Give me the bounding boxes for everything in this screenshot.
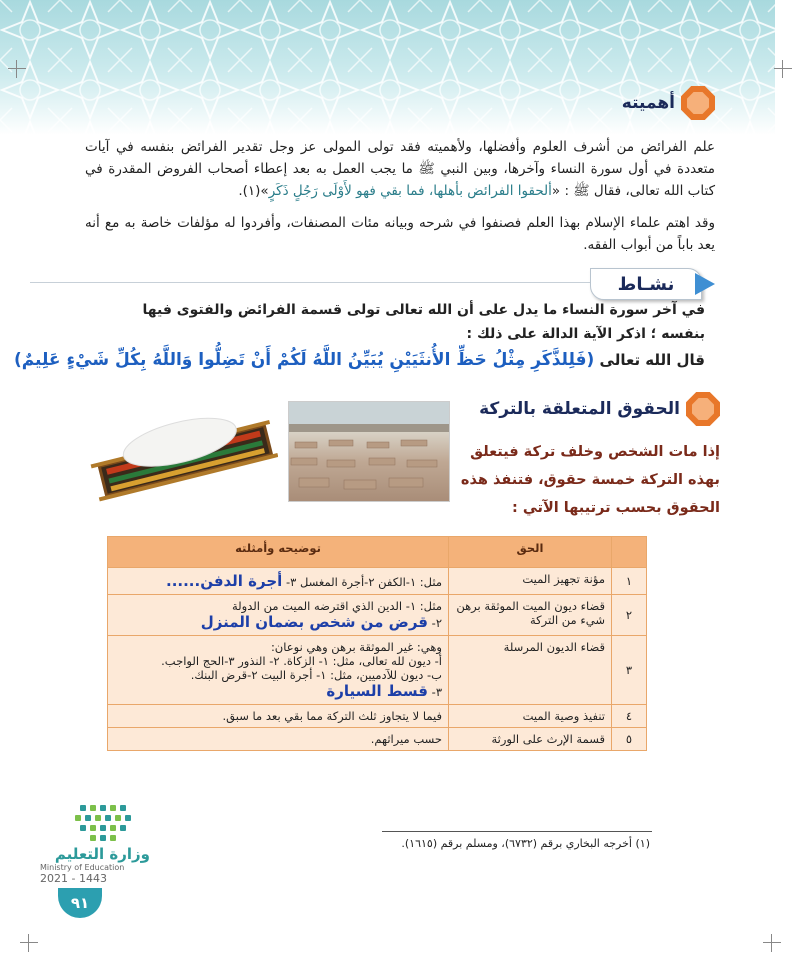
footnote-divider bbox=[382, 831, 652, 832]
importance-paragraph-1: علم الفرائض من أشرف العلوم وأفضلها، ولأهميته فقد تولى المولى عز وجل تقدير الفرائض بنفسه في آيات متعددة في أول سورة النساء وآخرها، وبين النبي ﷺ ما يجب العمل به بعد إعطاء أصحاب الفروض المقدرة في كتاب الله تعالى، فقال ﷺ : «ألحقوا الفرائض بأهلها، فما بقي فهو لأَوْلَى رَجُلٍ ذَكَرٍ»(١). bbox=[85, 139, 715, 199]
verse-intro: قال الله تعالى bbox=[599, 351, 705, 369]
row-number: ٤ bbox=[612, 705, 647, 728]
header-num bbox=[612, 537, 647, 568]
quran-verse[interactable]: (فَلِلذَّكَرِ مِثْلُ حَظِّ الأُنثَيَيْنِ يُبَيِّنُ اللَّهُ لَكُمْ أَنْ تَضِلُّوا وَاللَّهُ بِكُلِّ شَيْءٍ عَلِيمٌ) bbox=[13, 350, 595, 370]
activity-tab bbox=[590, 268, 702, 300]
row-explain: فيما لا يتجاوز ثلث التركة مما بقي بعد ما سبق. bbox=[108, 705, 449, 728]
table-row bbox=[108, 728, 647, 751]
registration-mark bbox=[8, 60, 26, 78]
registration-mark bbox=[763, 934, 781, 952]
row-number: ١ bbox=[612, 568, 647, 595]
logo-dots-icon bbox=[40, 805, 150, 845]
table-row bbox=[108, 636, 647, 705]
row-number: ٢ bbox=[612, 595, 647, 636]
cemetery-image bbox=[288, 401, 450, 502]
row-right: قضاء ديون الميت الموثقة برهن شيء من التركة bbox=[449, 595, 612, 636]
ministry-year: 2021 - 1443 bbox=[40, 872, 107, 885]
cemetery-photo-icon bbox=[289, 402, 449, 501]
importance-heading bbox=[622, 86, 715, 120]
page-number: ٩١ bbox=[58, 888, 102, 918]
row-number: ٣ bbox=[612, 636, 647, 705]
row-right: تنفيذ وصية الميت bbox=[449, 705, 612, 728]
filled-answer[interactable]: قسط السيارة bbox=[326, 682, 428, 700]
ministry-name-en: Ministry of Education bbox=[40, 863, 125, 872]
arrow-icon bbox=[695, 273, 715, 295]
filled-answer[interactable]: أجرة الدفن...... bbox=[166, 572, 283, 590]
rights-table bbox=[107, 536, 647, 751]
registration-mark bbox=[20, 934, 38, 952]
bier-icon bbox=[88, 404, 278, 504]
footnote: (١) أخرجه البخاري برقم (٦٧٣٢)، ومسلم برقم (١٦١٥). bbox=[401, 837, 650, 850]
row-right: قضاء الديون المرسلة bbox=[449, 636, 612, 705]
activity-divider bbox=[30, 282, 590, 283]
bier-image bbox=[88, 404, 278, 504]
header-right: الحق bbox=[449, 537, 612, 568]
octagon-icon bbox=[686, 392, 720, 426]
table-row bbox=[108, 705, 647, 728]
registration-mark bbox=[774, 60, 792, 78]
ministry-name: وزارة التعليم bbox=[54, 845, 150, 863]
activity-verse-line bbox=[14, 350, 705, 370]
row-explain: مثل: ١-الكفن ٢-أجرة المغسل ٣- أجرة الدفن...... bbox=[108, 568, 449, 595]
rights-title: الحقوق المتعلقة بالتركة bbox=[479, 399, 680, 419]
activity-line-2: بنفسه ؛ اذكر الآية الدالة على ذلك : bbox=[466, 326, 705, 342]
row-explain: حسب ميراثهم. bbox=[108, 728, 449, 751]
activity-line-1: في آخر سورة النساء ما يدل على أن الله تعالى تولى قسمة الفرائض والفتوى فيها bbox=[142, 302, 705, 318]
row-explain: مثل: ١- الدين الذي اقترضه الميت من الدولة ٢- قرض من شخص بضمان المنزل bbox=[108, 595, 449, 636]
row-number: ٥ bbox=[612, 728, 647, 751]
rights-intro: إذا مات الشخص وخلف تركة فيتعلق بهذه التركة خمسة حقوق، فتنفذ هذه الحقوق بحسب ترتيبها الآتي : bbox=[460, 444, 720, 516]
hadith-quote: ألحقوا الفرائض بأهلها، فما بقي فهو لأَوْلَى رَجُلٍ ذَكَرٍ bbox=[268, 183, 552, 199]
header-explain: توضيحه وأمثلته bbox=[108, 537, 449, 568]
table-header-row bbox=[108, 537, 647, 568]
filled-answer[interactable]: قرض من شخص بضمان المنزل bbox=[200, 613, 428, 631]
activity-title: نشـاط bbox=[617, 273, 675, 295]
row-right: قسمة الإرث على الورثة bbox=[449, 728, 612, 751]
table-row bbox=[108, 568, 647, 595]
octagon-icon bbox=[681, 86, 715, 120]
table-row bbox=[108, 595, 647, 636]
row-right: مؤنة تجهيز الميت bbox=[449, 568, 612, 595]
rights-heading bbox=[479, 392, 720, 426]
importance-paragraph-2: وقد اهتم علماء الإسلام بهذا العلم فصنفوا في شرحه وبيانه مئات المصنفات، وأفردوا له مؤلفات خاصة به مع أنه يعد باباً من أبواب الفقه. bbox=[85, 215, 715, 253]
row-explain: وهي: غير الموثقة برهن وهي نوعان: أ- ديون لله تعالى، مثل: ١- الزكاة. ٢- النذور ٣-الحج الواجب. ب- ديون للآدميين، مثل: ١- أجرة البيت ٢-قرض البنك. ٣- قسط السيارة bbox=[108, 636, 449, 705]
ministry-logo bbox=[40, 805, 150, 885]
importance-title: أهميته bbox=[621, 93, 675, 113]
